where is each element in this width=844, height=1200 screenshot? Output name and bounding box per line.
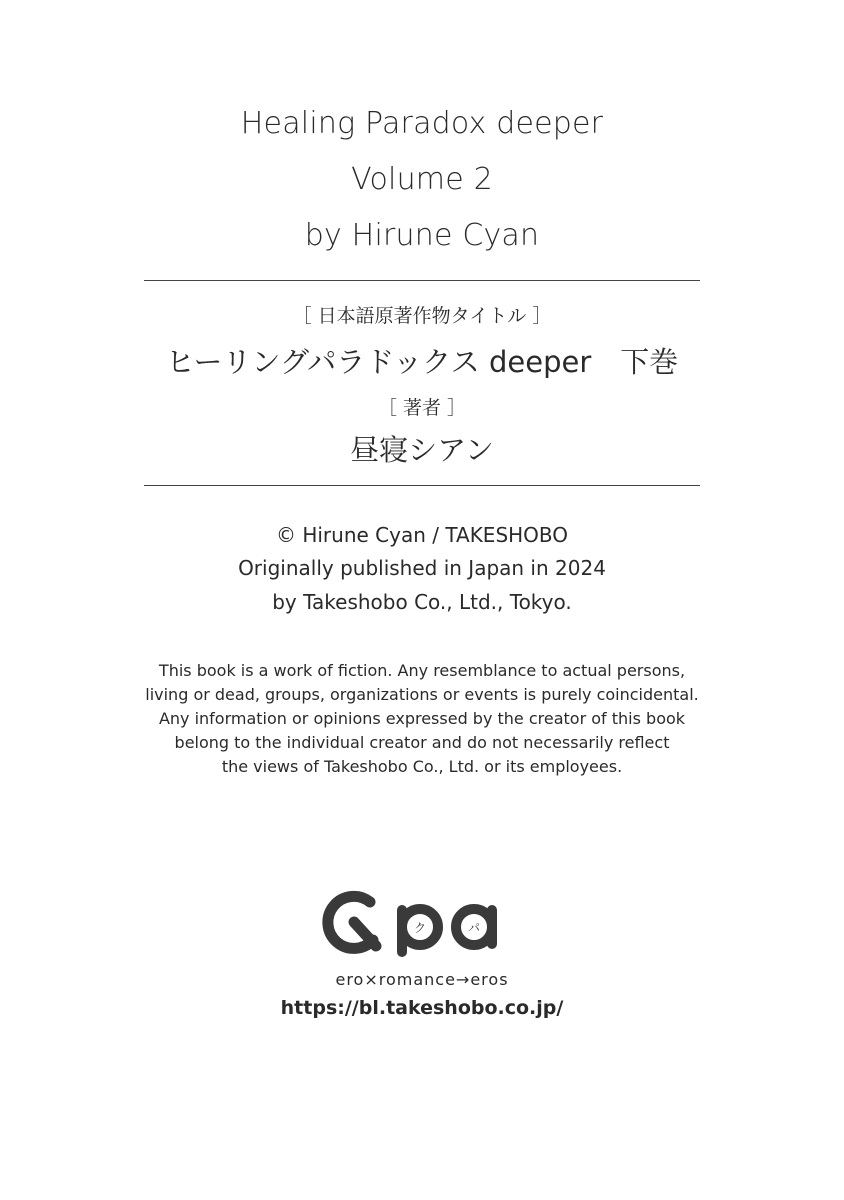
publisher-line: by Takeshobo Co., Ltd., Tokyo. xyxy=(272,590,572,614)
original-title: ヒーリングパラドックス deeper 下巻 xyxy=(165,345,679,379)
disclaimer-line: the views of Takeshobo Co., Ltd. or its employees. xyxy=(221,757,623,776)
publisher-tagline: ero×romance→eros xyxy=(335,970,509,989)
disclaimer-line: belong to the individual creator and do not necessarily reflect xyxy=(174,733,670,752)
disclaimer-line: Any information or opinions expressed by the creator of this book xyxy=(158,709,686,728)
original-author: 昼寝シアン xyxy=(350,433,494,467)
bottom-divider xyxy=(144,485,700,486)
copyright-line: © Hirune Cyan / TAKESHOBO xyxy=(275,523,569,547)
english-author: by Hirune Cyan xyxy=(304,218,540,253)
publisher-url[interactable]: https://bl.takeshobo.co.jp/ xyxy=(280,997,564,1019)
english-title: Healing Paradox deeper xyxy=(240,106,604,141)
author-label: ［ 著者 ］ xyxy=(377,397,467,419)
original-title-label: ［ 日本語原著作物タイトル ］ xyxy=(292,305,552,327)
svg-text:パ: パ xyxy=(467,921,481,935)
publication-line: Originally published in Japan in 2024 xyxy=(238,556,606,580)
qpa-logo xyxy=(318,880,518,960)
svg-text:ク: ク xyxy=(413,921,427,935)
disclaimer-line: This book is a work of fiction. Any resemblance to actual persons, xyxy=(158,661,686,680)
disclaimer-line: living or dead, groups, organizations or events is purely coincidental. xyxy=(145,685,699,704)
top-divider xyxy=(144,280,700,281)
volume-label: Volume 2 xyxy=(351,162,493,197)
